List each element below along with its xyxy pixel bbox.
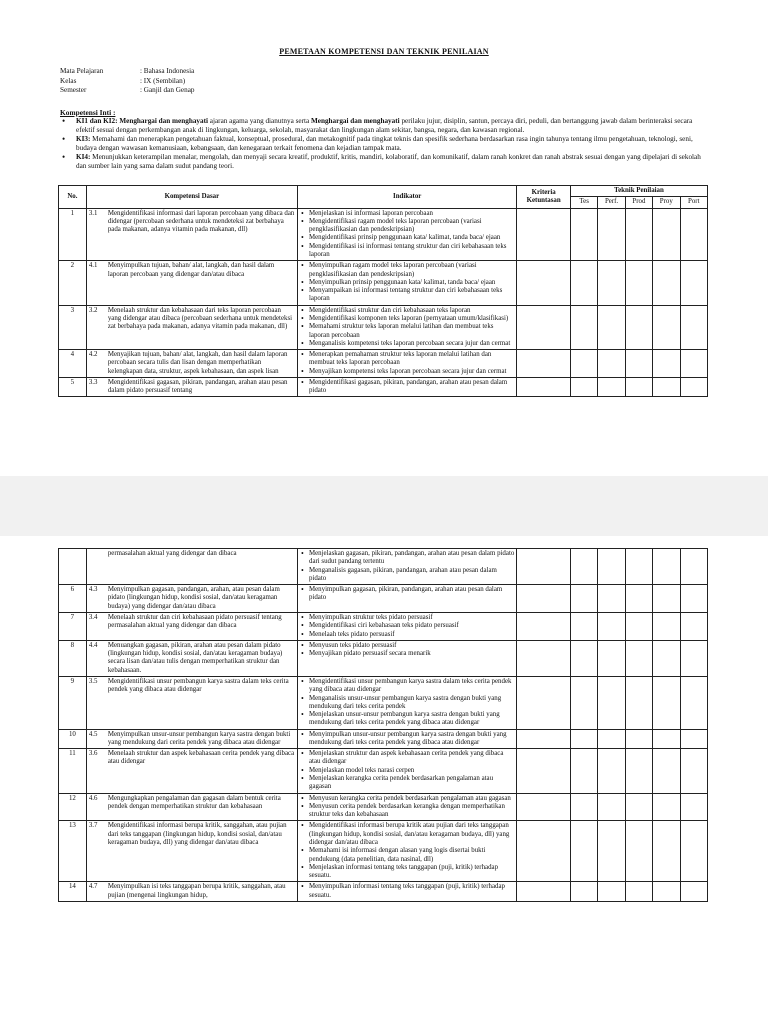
meta-value: : Ganjil dan Genap (140, 86, 195, 94)
tes-cell (570, 676, 597, 729)
meta-label: Kelas (60, 76, 77, 85)
kd-text: Menyimpulkan isi teks tanggapan berupa kritik, sanggahan, atau pujian (mengenai lingkungan hidup, (107, 883, 286, 899)
perf-cell (598, 676, 625, 729)
port-cell (680, 612, 707, 640)
indikator-item: • Menganalisis unsur-unsur pembangun karya sastra dengan bukti yang mendukung dari teks cerita pendek (300, 695, 514, 712)
table-row (59, 882, 708, 902)
kriteria-cell (517, 585, 571, 613)
indikator-list (300, 307, 514, 348)
row-number: 12 (59, 793, 87, 821)
kd-code: 4.3 (88, 586, 98, 594)
ki-text: Memahami dan menerapkan pengetahuan faktual, konseptual, prosedural, dan metakognitif pada tingkat teknis dan spesifik sederhana berdasarkan rasa ingin tahunya tentang ilmu pengetahuan, teknologi, seni, budaya dengan wawasan kemanusiaan, kebangsaan, dan kenegaraan terkait fenomena dan kejadian tampak mata. (76, 135, 693, 152)
row-number: 10 (59, 729, 87, 749)
indikator-list (300, 262, 514, 303)
table-body (59, 208, 708, 397)
table-row (59, 793, 708, 821)
proy-cell (653, 350, 680, 378)
proy-cell (653, 549, 680, 585)
kompetensi-dasar-cell (86, 261, 297, 305)
indikator-item: • Memahami isi informasi dengan alasan yang logis disertai bukti pendukung (data penelitian, data nasinal, dll) (300, 847, 514, 864)
kd-code: 4.5 (88, 730, 98, 738)
tes-cell (570, 350, 597, 378)
kd-code: 4.7 (88, 883, 98, 891)
indikator-item: • Menyampaikan isi informasi tentang struktur dan ciri kebahasaan teks laporan (300, 287, 514, 304)
kompetensi-dasar-cell (86, 749, 297, 793)
port-cell (680, 208, 707, 261)
prod-cell (625, 261, 652, 305)
table-row (59, 261, 708, 305)
indikator-item: • Menerapkan pemahaman struktur teks laporan melalui latihan dan membuat teks laporan percobaan (300, 351, 514, 368)
port-cell (680, 305, 707, 349)
indikator-item: • Menjelaskan struktur dan aspek kebahasaan cerita pendek yang dibaca atau didengar (300, 750, 514, 767)
tes-cell (570, 612, 597, 640)
port-cell (680, 676, 707, 729)
header-port: Port (680, 197, 707, 208)
indikator-cell (298, 821, 517, 882)
port-cell (680, 585, 707, 613)
meta-value: : IX (Sembilan) (140, 76, 186, 85)
perf-cell (598, 261, 625, 305)
indikator-cell (298, 793, 517, 821)
tes-cell (570, 749, 597, 793)
kriteria-cell (517, 612, 571, 640)
ki-label: KI1 dan KI2: (76, 117, 118, 125)
indikator-list (300, 550, 514, 583)
proy-cell (653, 882, 680, 902)
port-cell (680, 261, 707, 305)
tes-cell (570, 585, 597, 613)
proy-cell (653, 729, 680, 749)
indikator-item: • Menjelaskan gagasan, pikiran, pandangan, arahan atau pesan dalam pidato dari sudut pandang tertentu (300, 550, 514, 567)
indikator-item: • Mengidentifikasi struktur dan ciri kebahasaan teks laporan (300, 307, 514, 315)
indikator-item: • Mengidentifikasi ciri kebahasaan teks pidato persuasif (300, 622, 514, 630)
proy-cell (653, 749, 680, 793)
indikator-cell (298, 729, 517, 749)
prod-cell (625, 749, 652, 793)
ki-text: ajaran agama yang dianutnya serta (208, 117, 311, 125)
table-row (59, 821, 708, 882)
competency-table-continued (58, 548, 708, 902)
kriteria-cell (517, 377, 571, 397)
indikator-item: • Menjelaskan kerangka cerita pendek berdasarkan pengalaman atau gagasan (300, 775, 514, 792)
indikator-item: • Mengidentifikasi isi informasi tentang struktur dan ciri kebahasaan teks laporan (300, 243, 514, 260)
prod-cell (625, 821, 652, 882)
kriteria-cell (517, 208, 571, 261)
indikator-list (300, 750, 514, 791)
prod-cell (625, 208, 652, 261)
indikator-cell (298, 549, 517, 585)
meta-label: Mata Pelajaran (60, 67, 104, 75)
kompetensi-dasar-cell (86, 377, 297, 397)
indikator-item: • Menjelaskan unsur-unsur pembangun karya sastra dengan bukti yang mendukung dari teks cerita pendek yang dibaca atau didengar (300, 711, 514, 728)
proy-cell (653, 305, 680, 349)
row-number: 13 (59, 821, 87, 882)
prod-cell (625, 612, 652, 640)
row-number: 14 (59, 882, 87, 902)
indikator-list (300, 614, 514, 639)
row-number: 3 (59, 305, 87, 349)
indikator-item: • Menyimpulkan ragam model teks laporan percobaan (variasi pengklasifikasian dan pendeskripsian) (300, 262, 514, 279)
tes-cell (570, 729, 597, 749)
indikator-list (300, 642, 514, 659)
indikator-list (300, 678, 514, 728)
row-number: 2 (59, 261, 87, 305)
meta-row (60, 67, 195, 77)
kd-text: Mengidentifikasi gagasan, pikiran, pandangan, arahan atau pesan dalam pidato persuasif tentang (107, 378, 288, 395)
kd-text: Menelaah struktur dan ciri kebahasaan pidato persuasif tentang permasalahan aktual yang didengar dan dibaca (107, 613, 282, 630)
ki-item (60, 153, 712, 171)
indikator-item: • Mengidentifikasi ragam model teks laporan percobaan (variasi pengklasifikasian dan pendeskripsian) (300, 218, 514, 235)
kompetensi-dasar-cell (86, 793, 297, 821)
indikator-cell (297, 305, 516, 349)
indikator-list (300, 795, 514, 820)
kd-code: 4.6 (88, 794, 98, 802)
perf-cell (598, 882, 625, 902)
kd-text: Menelaah struktur dan kebahasaan dari teks laporan percobaan yang didengar atau dibaca (percobaan sederhana untuk mendeteksi zat berbahaya pada makanan, adanya vitamin pada makanan, dll) (107, 306, 293, 331)
tes-cell (570, 549, 597, 585)
port-cell (680, 377, 707, 397)
port-cell (680, 729, 707, 749)
perf-cell (598, 549, 625, 585)
indikator-item: • Menyajikan pidato persuasif secara menarik (300, 650, 514, 658)
indikator-item: • Menjelaskan isi informasi laporan percobaan (300, 210, 514, 218)
kriteria-cell (517, 549, 571, 585)
indikator-cell (298, 882, 517, 902)
perf-cell (598, 640, 625, 676)
table-row (59, 377, 708, 397)
proy-cell (653, 261, 680, 305)
competency-table (58, 185, 708, 397)
indikator-cell (298, 749, 517, 793)
row-number: 8 (59, 640, 87, 676)
port-cell (680, 549, 707, 585)
indikator-item: • Mengidentifikasi komponen teks laporan (pernyataan umum/klasifikasi) (300, 315, 514, 323)
tes-cell (570, 261, 597, 305)
indikator-list (300, 822, 514, 880)
kd-code: 3.3 (88, 378, 98, 386)
indikator-item: • Mengidentifikasi prinsip penggunaan kata/ kalimat, tanda baca/ ejaan (300, 234, 514, 242)
ki-item (60, 117, 712, 135)
prod-cell (625, 305, 652, 349)
tes-cell (570, 793, 597, 821)
kd-text: Mengungkapkan pengalaman dan gagasan dalam bentuk cerita pendek dengan memperhatikan struktur dan kebahasaan (107, 794, 281, 810)
proy-cell (653, 377, 680, 397)
kriteria-cell (517, 640, 571, 676)
indikator-item: • Menyimpulkan unsur-unsur pembangun karya sastra dengan bukti yang mendukung dari teks cerita pendek yang dibaca atau didengar (300, 731, 514, 748)
kompetensi-dasar-cell (86, 882, 297, 902)
row-number: 5 (59, 377, 87, 397)
prod-cell (625, 640, 652, 676)
kompetensi-dasar-cell (86, 640, 297, 676)
perf-cell (598, 377, 625, 397)
indikator-item: • Menyusun cerita pendek berdasarkan kerangka dengan memperhatikan struktur teks dan kebahasaan (300, 803, 514, 820)
kd-code: 4.4 (88, 641, 98, 649)
kd-text: Menyimpulkan unsur-unsur pembangun karya sastra dengan bukti yang mendukung dari cerita pendek yang dibaca atau didengar (107, 730, 291, 746)
header-proy: Proy (653, 197, 680, 208)
kd-code: 3.1 (88, 209, 98, 217)
prod-cell (625, 793, 652, 821)
prod-cell (625, 585, 652, 613)
indikator-item: • Mengidentifikasi gagasan, pikiran, pandangan, arahan atau pesan dalam pidato (300, 379, 514, 396)
header-perf: Perf. (598, 197, 625, 208)
meta-row (60, 86, 195, 96)
proy-cell (653, 793, 680, 821)
ki-item (60, 135, 712, 153)
indikator-list (300, 731, 514, 748)
ki-bold-phrase: Menghargai dan menghayati (119, 117, 208, 125)
indikator-cell (298, 585, 517, 613)
tes-cell (570, 208, 597, 261)
indikator-list (300, 351, 514, 376)
kd-code: 3.2 (88, 306, 98, 314)
perf-cell (598, 749, 625, 793)
proy-cell (653, 208, 680, 261)
kompetensi-dasar-cell (86, 208, 297, 261)
header-kompetensi-dasar: Kompetensi Dasar (86, 186, 297, 209)
indikator-item: • Menyusun teks pidato persuasif (300, 642, 514, 650)
indikator-cell (298, 640, 517, 676)
proy-cell (653, 585, 680, 613)
table-row (59, 612, 708, 640)
table-row (59, 640, 708, 676)
tes-cell (570, 640, 597, 676)
indikator-item: • Menjelaskan informasi tentang teks tanggapan (puji, kritik) terhadap sesuatu. (300, 864, 514, 881)
perf-cell (598, 305, 625, 349)
kd-code: 3.7 (88, 822, 98, 830)
indikator-item: • Menjelaskan model teks narasi cerpen (300, 767, 514, 775)
perf-cell (598, 208, 625, 261)
kompetensi-dasar-cell (86, 305, 297, 349)
kriteria-cell (517, 350, 571, 378)
kd-text: Mengidentifikasi informasi berupa kritik, sanggahan, atau pujian dari teks tanggapan (lingkungan hidup, kondisi sosial, dan/atau keragaman budaya, dll) yang didengar dan/atau dibaca (107, 822, 287, 846)
indikator-cell (297, 208, 516, 261)
proy-cell (653, 821, 680, 882)
kompetensi-dasar-cell (86, 350, 297, 378)
kriteria-cell (517, 261, 571, 305)
kd-code: 3.5 (88, 677, 98, 685)
kompetensi-dasar-cell (86, 676, 297, 729)
indikator-list (300, 210, 514, 260)
indikator-cell (297, 350, 516, 378)
port-cell (680, 350, 707, 378)
indikator-cell (297, 261, 516, 305)
indikator-item: • Mengidentifikasi informasi berupa kritik atau pujian dari teks tanggapan (lingkungan hidup, kondisi sosial, dan/atau keragaman budaya, dll) yang didengar dan/atau dibaca (300, 822, 514, 847)
perf-cell (598, 612, 625, 640)
header-indikator: Indikator (297, 186, 516, 209)
perf-cell (598, 821, 625, 882)
kd-text: permasalahan aktual yang didengar dan dibaca (107, 550, 237, 557)
indikator-item: • Menyimpulkan prinsip penggunaan kata/ kalimat, tanda baca/ ejaan (300, 279, 514, 287)
tes-cell (570, 882, 597, 902)
indikator-item: • Memahami struktur teks laporan melalui latihan dan membuat teks laporan percobaan (300, 323, 514, 340)
kd-text: Menyimpulkan gagasan, pandangan, arahan, atau pesan dalam pidato (lingkungan hidup, kondisi sosial, dan/atau keragaman budaya) yang didengar dan/atau dibaca (107, 586, 280, 610)
kd-text: Menyajikan tujuan, bahan/ alat, langkah, dan hasil dalam laporan percobaan secara tulis dan lisan dengan memperhatikan kelengkapan data, struktur, aspek kebahasaan, dan aspek lisan (107, 351, 288, 375)
header-teknik-penilaian: Teknik Penilaian (570, 186, 707, 197)
kriteria-cell (517, 729, 571, 749)
table-row (59, 350, 708, 378)
kompetensi-dasar-cell (86, 729, 297, 749)
kd-code: 4.2 (88, 351, 98, 359)
ki-bold-phrase: Menghargai dan menghayati (310, 117, 400, 125)
kompetensi-dasar-cell (86, 585, 297, 613)
ki-text: Menunjukkan keterampilan menalar, mengolah, dan menyaji secara kreatif, produktif, kritis, mandiri, kolaboratif, dan komunikatif, dalam ranah konkret dan ranah abstrak sesuai dengan yang dipelajari di sekolah dan sumber lain yang sama dalam sudut pandang teori. (76, 153, 701, 170)
kd-code: 3.6 (88, 750, 98, 758)
kriteria-cell (517, 676, 571, 729)
port-cell (680, 821, 707, 882)
proy-cell (653, 612, 680, 640)
indikator-item: • Mengidentifikasi unsur pembangun karya sastra dalam teks cerita pendek yang dibaca atau didengar (300, 678, 514, 695)
indikator-item: • Menyimpulkan struktur teks pidato persuasif (300, 614, 514, 622)
kd-code: 4.1 (88, 262, 98, 270)
indikator-item: • Menganalisis gagasan, pikiran, pandangan, arahan atau pesan dalam pidato (300, 567, 514, 584)
row-number (59, 549, 87, 585)
prod-cell (625, 377, 652, 397)
tes-cell (570, 821, 597, 882)
kompetensi-dasar-cell (86, 612, 297, 640)
perf-cell (598, 350, 625, 378)
meta-value: : Bahasa Indonesia (140, 67, 195, 75)
proy-cell (653, 676, 680, 729)
ki-label: KI4: (76, 153, 91, 162)
kriteria-cell (517, 749, 571, 793)
prod-cell (625, 549, 652, 585)
kd-text: Menyimpulkan tujuan, bahan/ alat, langkah, dan hasil dalam laporan percobaan yang didengar dan/atau dibaca (107, 262, 275, 278)
kd-code: 3.4 (88, 613, 98, 621)
header-no: No. (59, 186, 87, 209)
row-number: 7 (59, 612, 87, 640)
kd-text: Menelaah struktur dan aspek kebahasaan cerita pendek yang dibaca atau didengar (107, 750, 295, 766)
indikator-list (300, 379, 514, 396)
prod-cell (625, 676, 652, 729)
row-number: 4 (59, 350, 87, 378)
indikator-item: • Menyimpulkan gagasan, pikiran, pandangan, arahan atau pesan dalam pidato (300, 586, 514, 603)
table-header-row (59, 186, 708, 197)
header-prod: Prod (625, 197, 652, 208)
page-gap (0, 476, 768, 536)
port-cell (680, 749, 707, 793)
indikator-list (300, 586, 514, 603)
document-page-1 (0, 0, 768, 476)
kriteria-cell (517, 793, 571, 821)
kriteria-cell (517, 882, 571, 902)
ki-heading: Kompetensi Inti : (60, 108, 116, 117)
kriteria-cell (517, 305, 571, 349)
document-meta (60, 67, 195, 96)
port-cell (680, 882, 707, 902)
header-tes: Tes (570, 197, 597, 208)
kompetensi-dasar-cell (86, 549, 297, 585)
indikator-item: • Menyajikan kompetensi teks laporan percobaan secara jujur dan cermat (300, 368, 514, 376)
indikator-cell (298, 676, 517, 729)
prod-cell (625, 882, 652, 902)
table-row (59, 676, 708, 729)
row-number: 11 (59, 749, 87, 793)
indikator-item: • Menyimpulkan informasi tentang teks tanggapan (puji, kritik) terhadap sesuatu. (300, 883, 514, 900)
table-row (59, 749, 708, 793)
table-row (59, 729, 708, 749)
indikator-list (300, 883, 514, 900)
kriteria-cell (517, 821, 571, 882)
ki-list (60, 117, 712, 171)
meta-label: Semester (60, 86, 87, 94)
table-row (59, 585, 708, 613)
tes-cell (570, 305, 597, 349)
row-number: 1 (59, 208, 87, 261)
ki-label: KI3: (76, 135, 91, 144)
tes-cell (570, 377, 597, 397)
kd-text: Menuangkan gagasan, pikiran, arahan atau pesan dalam pidato (lingkungan hidup, kondisi sosial, dan/atau keragaman budaya) secara lisan dan/atau tulis dengan memperhatikan struktur dan kebahasaan. (107, 641, 283, 674)
prod-cell (625, 350, 652, 378)
table-row (59, 549, 708, 585)
kd-code (89, 550, 108, 558)
port-cell (680, 640, 707, 676)
table-row (59, 305, 708, 349)
header-kriteria: Kriteria Ketuntasan (517, 186, 571, 209)
perf-cell (598, 729, 625, 749)
meta-row (60, 77, 195, 87)
row-number: 6 (59, 585, 87, 613)
indikator-item: • Menyusun kerangka cerita pendek berdasarkan pengalaman atau gagasan (300, 795, 514, 803)
indikator-cell (297, 377, 516, 397)
ki-text: perilaku jujur, disiplin, santun, percaya diri, peduli, dan bertanggung jawab dalam berinteraksi secara efektif sesuai dengan perkembangan anak di lingkungan, keluarga, sekolah, masyarakat dan lingkungan alam sekitar, bangsa, negara, dan kawasan regional. (76, 117, 693, 134)
indikator-item: • Menganalisis kompetensi teks laporan percobaan secara jujur dan cermat (300, 340, 514, 348)
document-title: PEMETAAN KOMPETENSI DAN TEKNIK PENILAIAN (279, 47, 489, 56)
row-number: 9 (59, 676, 87, 729)
table-row (59, 208, 708, 261)
kd-text: Mengidentifikasi informasi dari laporan percobaan yang dibaca dan didengar (percobaan sederhana untuk mendeteksi zat berbahaya pada makanan, adanya vitamin pada makanan, dll) (107, 209, 295, 234)
table-body (59, 549, 708, 902)
proy-cell (653, 640, 680, 676)
kompetensi-dasar-cell (86, 821, 297, 882)
port-cell (680, 793, 707, 821)
indikator-cell (298, 612, 517, 640)
kd-text: Mengidentifikasi unsur pembangun karya sastra dalam teks cerita pendek yang dibaca atau didengar (107, 677, 289, 694)
prod-cell (625, 729, 652, 749)
perf-cell (598, 585, 625, 613)
indikator-item: • Menelaah teks pidato persuasif (300, 631, 514, 639)
perf-cell (598, 793, 625, 821)
